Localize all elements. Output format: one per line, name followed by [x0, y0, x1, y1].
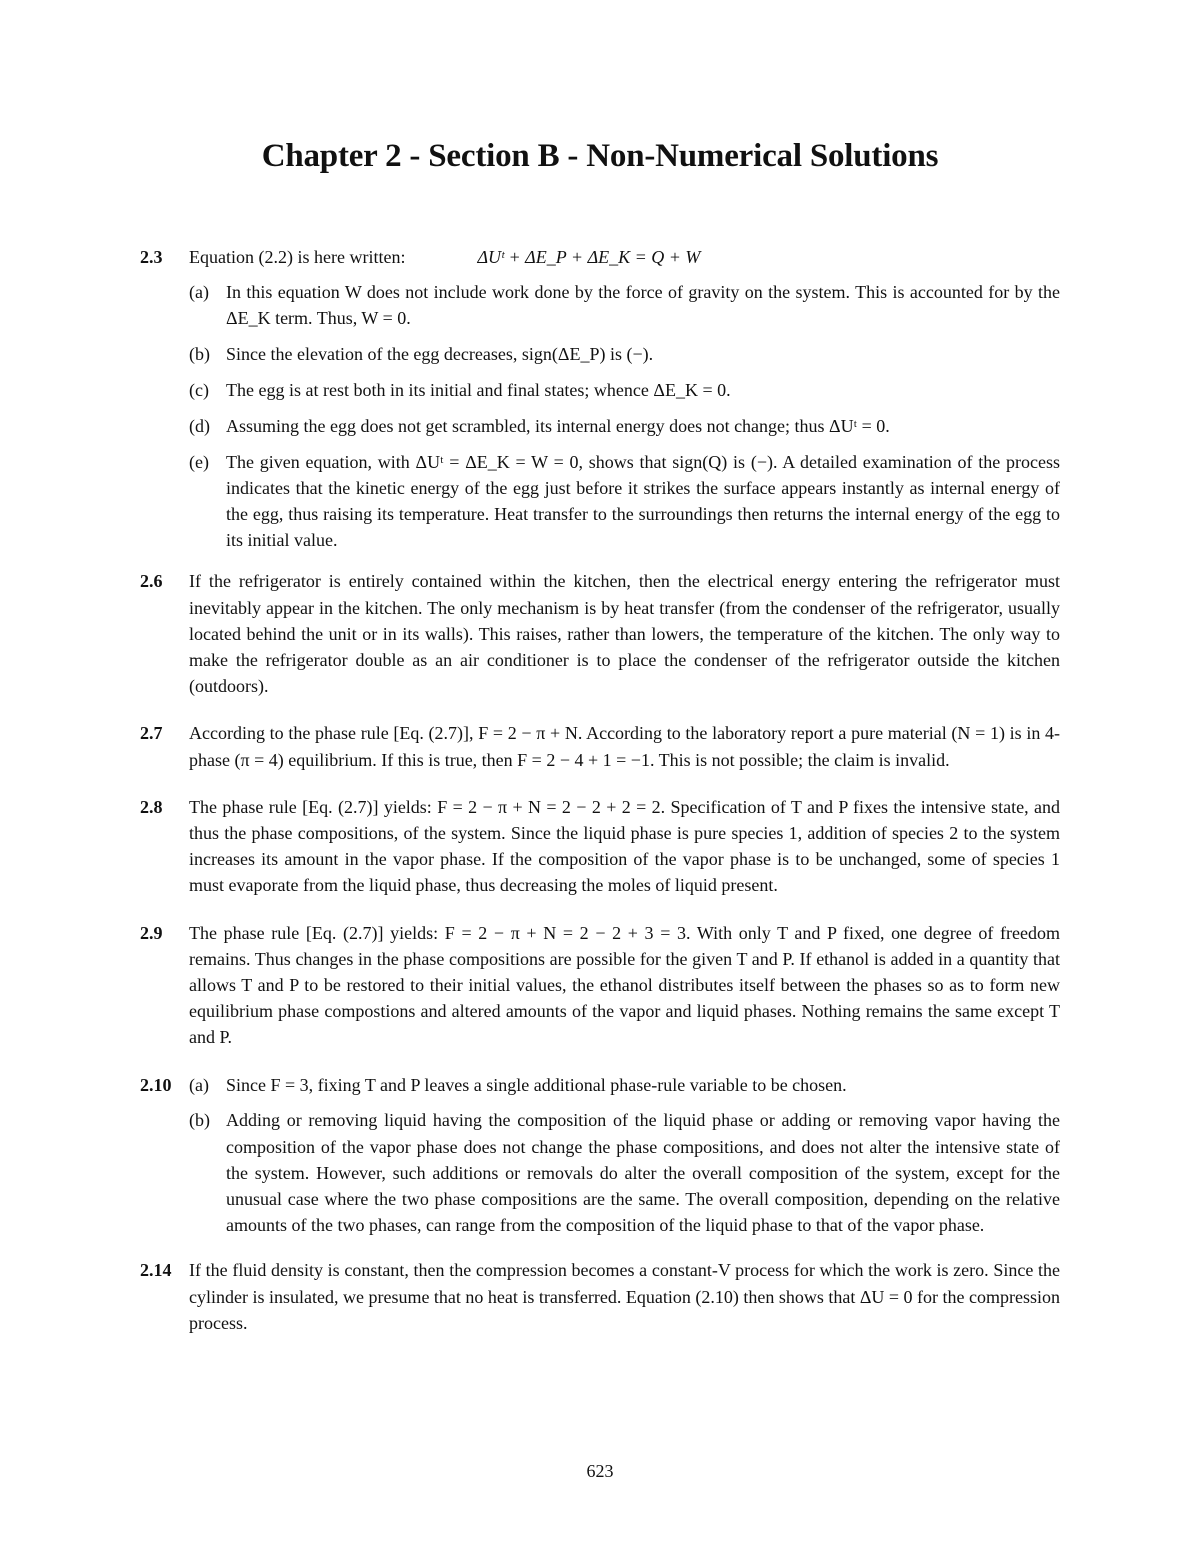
- part-a: [189, 1072, 1060, 1098]
- part-label: (d): [189, 415, 210, 436]
- part-text: Since the elevation of the egg decreases, sign(ΔE_P) is (−).: [226, 344, 654, 365]
- problem-number: 2.9: [140, 922, 163, 943]
- part-c: [189, 377, 1060, 403]
- problem-number: 2.3: [140, 247, 163, 267]
- problem-text: If the fluid density is constant, then the compression becomes a constant-V process for which the work is zero. Since the cylinder is insulated, we presume that no heat is transferred. Equation (2.10) then shows that ΔU = 0 for the compression process.: [189, 1260, 1061, 1333]
- problem-number: 2.8: [140, 796, 163, 817]
- part-e: [189, 449, 1060, 554]
- page-title: Chapter 2 - Section B - Non-Numerical Solutions: [261, 138, 939, 174]
- problem-2-6: [140, 568, 1060, 699]
- part-text: Assuming the egg does not get scrambled, its internal energy does not change; thus ΔUᵗ = 0.: [226, 415, 890, 436]
- part-text: Adding or removing liquid having the composition of the liquid phase or adding or removing vapor having the composition of the vapor phase does not change the phase compositions, and does not alter the intensive state of the system. However, such additions or removals do alter the overall composition of the system, except for the unusual case where the two phase compositions are the same. The overall composition, depending on the relative amounts of the two phases, can range from the composition of the liquid phase to that of the vapor phase.: [226, 1110, 1060, 1236]
- problem-2-3: [140, 244, 1060, 553]
- page-number: 623: [586, 1461, 614, 1481]
- problem-text: The phase rule [Eq. (2.7)] yields: F = 2 − π + N = 2 − 2 + 2 = 2. Specification of T and P fixes the intensive state, and thus the phase compositions, of the system. Since the liquid phase is pure species 1, addition of species 2 to the system increases its amount in the vapor phase. If the composition of the vapor phase is to be unchanged, some of species 1 must evaporate from the liquid phase, thus decreasing the moles of liquid present.: [189, 796, 1060, 896]
- part-label: (a): [189, 282, 209, 303]
- part-a: [189, 279, 1060, 331]
- problem-2-8: [140, 794, 1060, 899]
- problem-number: 2.7: [140, 723, 163, 744]
- problem-text: The phase rule [Eq. (2.7)] yields: F = 2 − π + N = 2 − 2 + 3 = 3. With only T and P fixed, one degree of freedom remains. Thus changes in the phase compositions are possible for the given T and P. If ethanol is added in a quantity that allows T and P to be restored to their initial values, the ethanol distributes itself between the phases so as to form new equilibrium phase compostions and altered amounts of the vapor and liquid phases. Nothing remains the same except T and P.: [189, 922, 1060, 1048]
- part-label: (c): [189, 380, 209, 400]
- part-b: [189, 341, 1060, 367]
- part-label: (a): [189, 1074, 209, 1095]
- problem-2-10: [140, 1072, 1060, 1239]
- part-label: (b): [189, 344, 210, 365]
- problem-parts: [189, 279, 1060, 553]
- problem-2-7: [140, 720, 1060, 772]
- problem-text: According to the phase rule [Eq. (2.7)], F = 2 − π + N. According to the laboratory report a pure material (N = 1) is in 4-phase (π = 4) equilibrium. If this is true, then F = 2 − 4 + 1 = −1. This is not possible; the claim is invalid.: [189, 723, 1060, 770]
- problem-parts: [189, 1072, 1060, 1239]
- part-b: [189, 1107, 1060, 1238]
- part-text: Since F = 3, fixing T and P leaves a single additional phase-rule variable to be chosen.: [226, 1074, 847, 1095]
- energy-balance-equation: ΔUᵗ + ΔE_P + ΔE_K = Q + W: [477, 247, 701, 267]
- part-text: The given equation, with ΔUᵗ = ΔE_K = W = 0, shows that sign(Q) is (−). A detailed examination of the process indicates that the kinetic energy of the egg just before it strikes the surface appears instantly as internal energy of the egg, thus raising its temperature. Heat transfer to the surroundings then returns the internal energy of the egg to its initial value.: [226, 451, 1060, 551]
- part-label: (e): [189, 451, 209, 472]
- problem-2-14: [140, 1257, 1060, 1336]
- problem-text: If the refrigerator is entirely contained within the kitchen, then the electrical energy entering the refrigerator must inevitably appear in the kitchen. The only mechanism is by heat transfer (from the condenser of the refrigerator, usually located behind the unit or in its walls). This raises, rather than lowers, the temperature of the kitchen. The only way to make the refrigerator double as an air conditioner is to place the condenser of the refrigerator outside the kitchen (outdoors).: [189, 571, 1060, 697]
- part-label: (b): [189, 1110, 210, 1131]
- part-text: The egg is at rest both in its initial and final states; whence ΔE_K = 0.: [226, 380, 731, 400]
- part-d: [189, 413, 1060, 439]
- problem-intro: Equation (2.2) is here written:: [189, 247, 406, 267]
- problem-number: 2.10: [140, 1074, 172, 1095]
- problem-number: 2.6: [140, 571, 163, 592]
- problem-number: 2.14: [140, 1260, 172, 1281]
- part-text: In this equation W does not include work done by the force of gravity on the system. This is accounted for by the ΔE_K term. Thus, W = 0.: [226, 282, 1060, 329]
- problem-intro-line: [189, 244, 1060, 270]
- problem-2-9: [140, 920, 1060, 1051]
- solutions-body: [140, 244, 1060, 1336]
